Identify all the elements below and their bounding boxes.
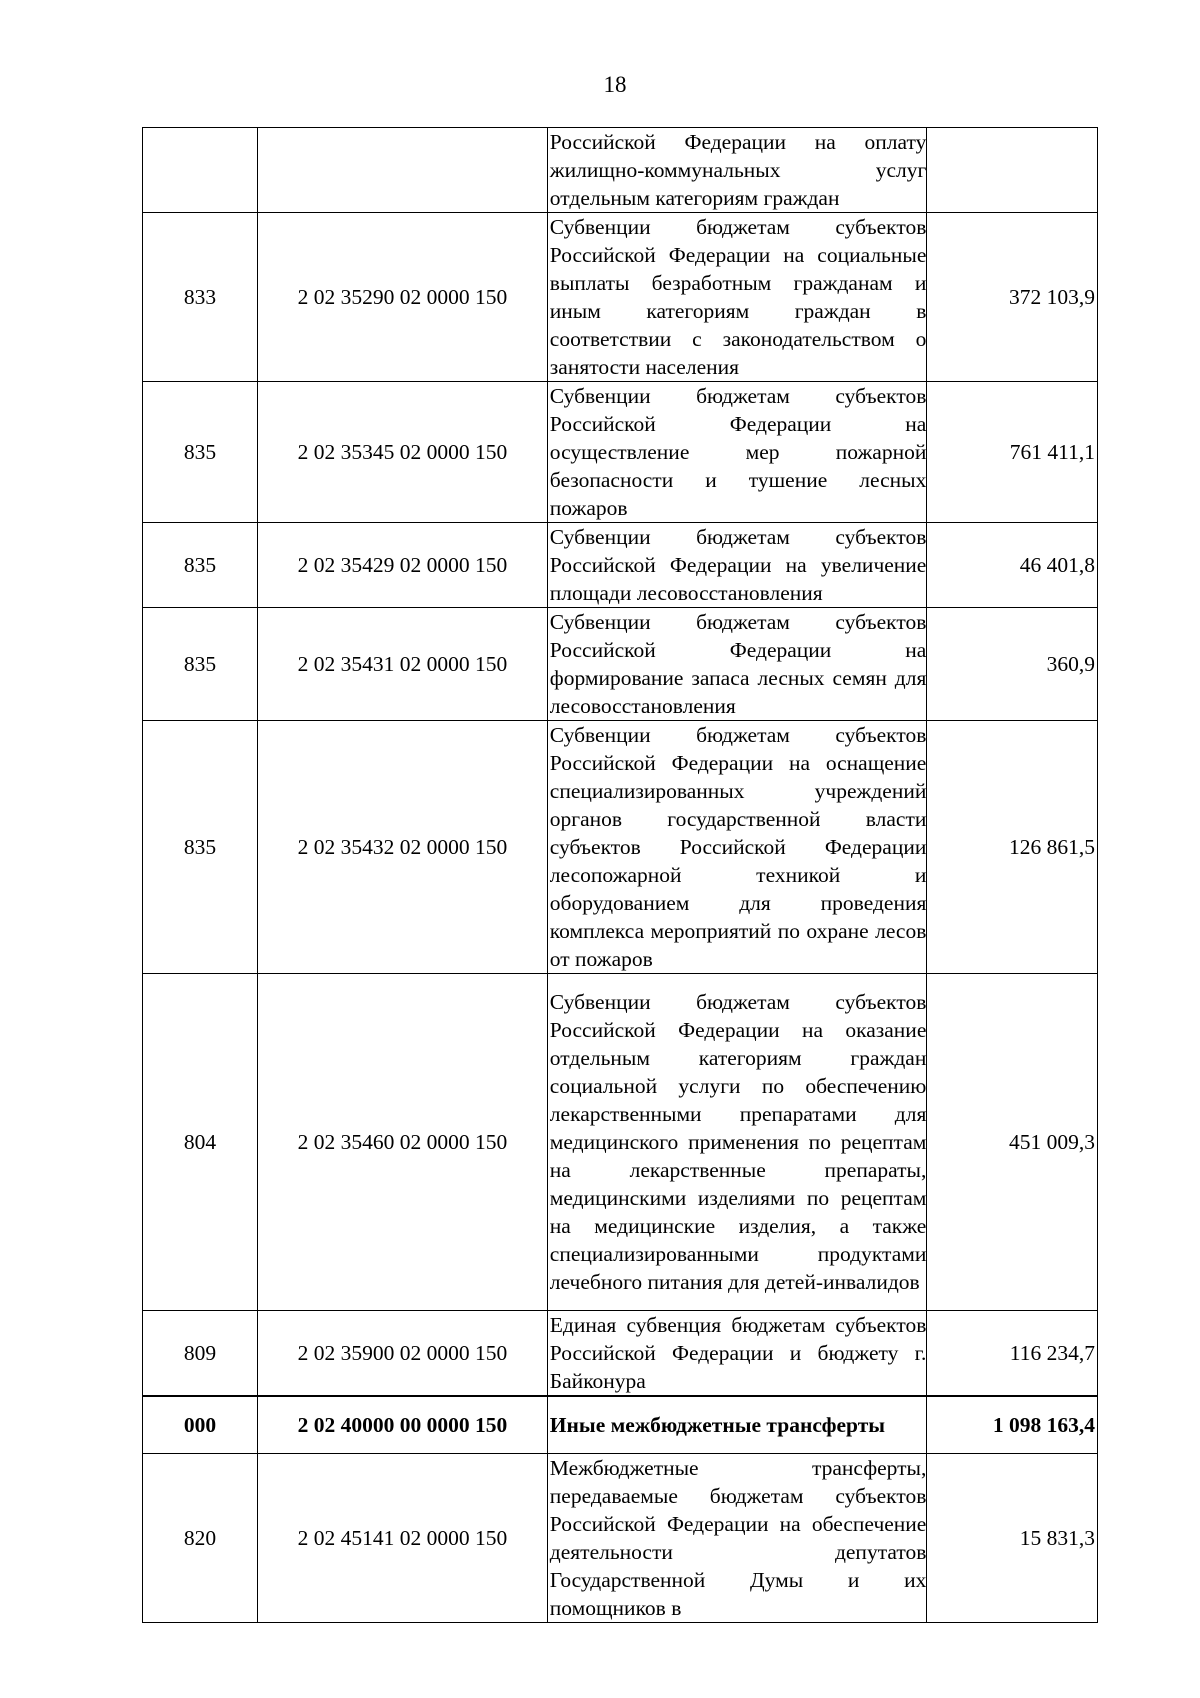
admin-code-cell: 820 — [143, 1453, 258, 1622]
admin-code-cell: 833 — [143, 213, 258, 382]
admin-code-cell: 804 — [143, 974, 258, 1311]
budget-code-cell: 2 02 35429 02 0000 150 — [258, 523, 548, 608]
amount-cell: 360,9 — [927, 608, 1098, 721]
table-body — [143, 128, 1098, 1623]
admin-code-cell: 835 — [143, 721, 258, 974]
table-row — [143, 128, 1098, 213]
admin-code-cell: 000 — [143, 1396, 258, 1453]
amount-cell: 761 411,1 — [927, 382, 1098, 523]
description-cell: Субвенции бюджетам субъектов Российской Федерации на формирование запаса лесных семян для лесовосстановления — [547, 608, 927, 721]
budget-code-cell: 2 02 35460 02 0000 150 — [258, 974, 548, 1311]
description-cell: Субвенции бюджетам субъектов Российской Федерации на оснащение специализированных учреждений органов государственной власти субъектов Российской Федерации лесопожарной техникой и оборудованием для проведения комплекса мероприятий по охране лесов от пожаров — [547, 721, 927, 974]
amount-cell: 451 009,3 — [927, 974, 1098, 1311]
description-cell: Единая субвенция бюджетам субъектов Российской Федерации и бюджету г. Байконура — [547, 1311, 927, 1397]
admin-code-cell: 809 — [143, 1311, 258, 1397]
budget-code-cell: 2 02 35345 02 0000 150 — [258, 382, 548, 523]
budget-code-cell: 2 02 35290 02 0000 150 — [258, 213, 548, 382]
amount-cell: 372 103,9 — [927, 213, 1098, 382]
amount-cell: 126 861,5 — [927, 721, 1098, 974]
amount-cell — [927, 128, 1098, 213]
budget-code-cell: 2 02 40000 00 0000 150 — [258, 1396, 548, 1453]
admin-code-cell: 835 — [143, 608, 258, 721]
table-row — [143, 974, 1098, 1311]
table-row — [143, 1453, 1098, 1622]
amount-cell: 116 234,7 — [927, 1311, 1098, 1397]
budget-code-cell: 2 02 35432 02 0000 150 — [258, 721, 548, 974]
budget-table — [142, 127, 1098, 1623]
description-cell: Субвенции бюджетам субъектов Российской Федерации на увеличение площади лесовосстановления — [547, 523, 927, 608]
table-row — [143, 608, 1098, 721]
description-cell: Субвенции бюджетам субъектов Российской Федерации на социальные выплаты безработным гражданам и иным категориям граждан в соответствии с законодательством о занятости населения — [547, 213, 927, 382]
description-cell: Иные межбюджетные трансферты — [547, 1396, 927, 1453]
admin-code-cell: 835 — [143, 382, 258, 523]
budget-code-cell: 2 02 35431 02 0000 150 — [258, 608, 548, 721]
description-cell: Российской Федерации на оплату жилищно-коммунальных услуг отдельным категориям граждан — [547, 128, 927, 213]
budget-code-cell — [258, 128, 548, 213]
description-cell: Межбюджетные трансферты, передаваемые бюджетам субъектов Российской Федерации на обеспечение деятельности депутатов Государственной Думы и их помощников в — [547, 1453, 927, 1622]
table-row — [143, 213, 1098, 382]
amount-cell: 1 098 163,4 — [927, 1396, 1098, 1453]
page-number: 18 — [603, 72, 627, 97]
budget-code-cell: 2 02 45141 02 0000 150 — [258, 1453, 548, 1622]
budget-code-cell: 2 02 35900 02 0000 150 — [258, 1311, 548, 1397]
amount-cell: 46 401,8 — [927, 523, 1098, 608]
amount-cell: 15 831,3 — [927, 1453, 1098, 1622]
table-row-total — [143, 1396, 1098, 1453]
table-row — [143, 523, 1098, 608]
table-row — [143, 1311, 1098, 1397]
admin-code-cell — [143, 128, 258, 213]
table-row — [143, 382, 1098, 523]
description-cell: Субвенции бюджетам субъектов Российской Федерации на оказание отдельным категориям граждан социальной услуги по обеспечению лекарственными препаратами для медицинского применения по рецептам на лекарственные препараты, медицинскими изделиями по рецептам на медицинские изделия, а также специализированными продуктами лечебного питания для детей-инвалидов — [547, 974, 927, 1311]
table-row — [143, 721, 1098, 974]
admin-code-cell: 835 — [143, 523, 258, 608]
description-cell: Субвенции бюджетам субъектов Российской Федерации на осуществление мер пожарной безопасности и тушение лесных пожаров — [547, 382, 927, 523]
